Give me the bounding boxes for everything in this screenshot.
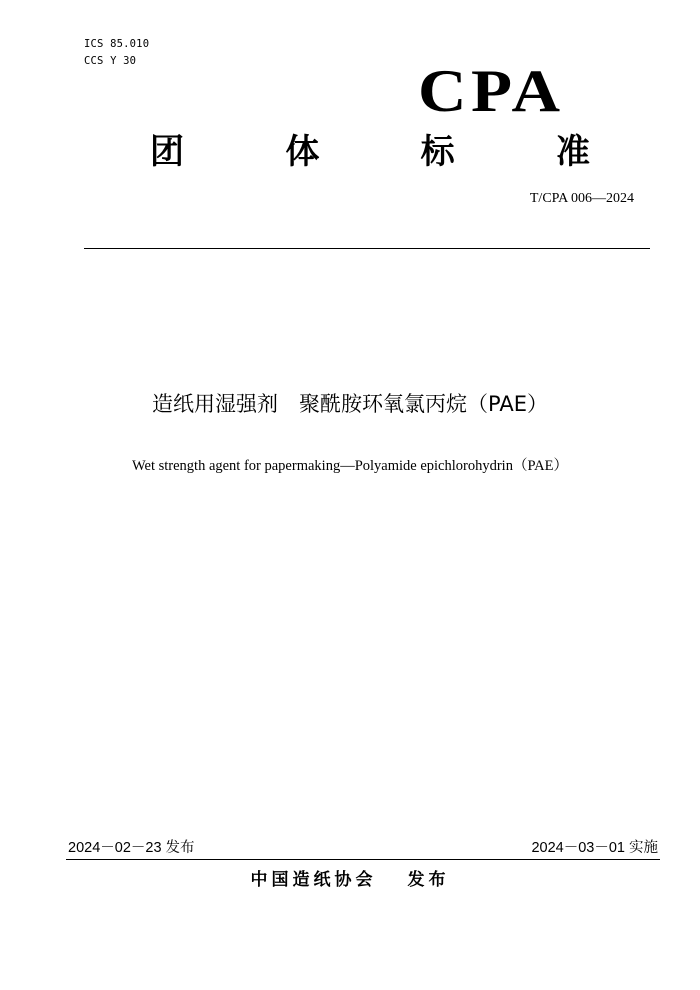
standard-type-char: 体 (285, 132, 320, 172)
title-chinese: 造纸用湿强剂 聚酰胺环氧氯丙烷（PAE） (152, 392, 548, 416)
footer-divider (66, 859, 660, 860)
issuer: 中国造纸协会 发布 (250, 870, 450, 890)
ics-code: ICS 85.010 (84, 38, 150, 50)
implement-date: 2024－03－01 实施 (531, 840, 658, 856)
cpa-logo: CPA (418, 58, 565, 124)
standard-type-char: 准 (555, 132, 590, 172)
standard-type (150, 128, 590, 176)
title-english: Wet strength agent for papermaking—Polyamide epichlorohydrin（PAE） (131, 458, 569, 474)
standard-type-char: 标 (420, 132, 455, 172)
standard-type-char: 团 (150, 132, 184, 172)
header-divider (84, 248, 650, 249)
standard-number: T/CPA 006—2024 (529, 191, 634, 206)
classification-codes (84, 36, 149, 70)
publish-date: 2024－02－23 发布 (68, 840, 195, 856)
ccs-code: CCS Y 30 (84, 55, 137, 67)
